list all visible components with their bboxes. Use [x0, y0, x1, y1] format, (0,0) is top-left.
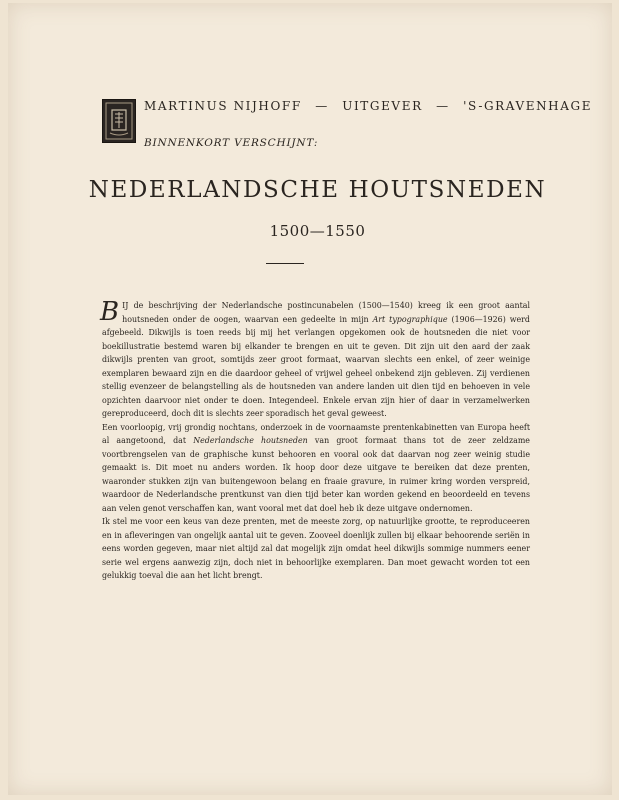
paragraph-2-text-end: van groot formaat thans tot de zeer zeldzame voortbrengselen van de graphische kunst behooren en vooral ook dat daarvan nog zeer weinig studie gemaakt is. Dit moet nu anders worden. Ik hoop door deze uitgave te bereiken dat deze prenten, waaronder stukken zijn van buitengewoon belang en fraaie gravure, in ruimer kring worden verspreid, waardoor de Nederlandsche prentkunst van dien tijd beter kan worden gekend en beoordeeld en tevens aan velen genot verschaffen kan, want vooral met dat doel heb ik deze uitgave ondernomen. — [102, 436, 530, 513]
publisher-header — [102, 99, 593, 149]
body-text — [102, 299, 530, 583]
paragraph-1-italic: Art typographique — [372, 314, 448, 324]
publisher-city: 'S-GRAVENHAGE — [463, 99, 593, 113]
paragraph-2-italic: Nederlandsche houtsneden — [193, 436, 308, 445]
paragraph-3: Ik stel me voor een keus van deze prenten, met de meeste zorg, op natuurlijke grootte, te reproduceeren en in afleveringen van ongelijk aantal uit te geven. Zooveel doenlijk zullen bij elkaar behoorende seriën in eens worden gegeven, maar niet altijd zal dat mogelijk zijn omdat heel dikwijls sommige nummers eener serie wel ergens aanwezig zijn, doch niet in behoorlijke exemplaren. Dan moet gewacht worden tot een gelukkig toeval die aan het licht brengt. — [102, 517, 530, 580]
title-divider — [266, 263, 304, 264]
publisher-name: MARTINUS NIJHOFF — [144, 99, 302, 113]
publisher-line — [144, 99, 593, 113]
publisher-role: UITGEVER — [342, 99, 423, 113]
document-title: NEDERLANDSCHE HOUTSNEDEN — [88, 177, 547, 203]
separator: — — [436, 99, 450, 113]
paragraph-1-text-end: (1906—1926) werd afgebeeld. Dikwijls is toen reeds bij mij het verlangen opgekomen ook de houtsneden die niet voor boekillustratie bestemd waren bij elkander te brengen en uit te geven. Dit zijn uit den aard der zaak dikwijls prenten van groot, somtijds zeer groot formaat, waarvan slechts een enkel, of zeer weinige exemplaren bewaard zijn en die daardoor geheel of vrijwel geheel onbekend zijn gebleven. Zij verdienen stellig evenzeer de belangstelling als de houtsneden van andere landen uit dien tijd en behoeven in vele opzichten daarvoor niet onder te doen. Integendeel. Enkele ervan zijn hier of daar in verzamelwerken gereproduceerd, doch dit is slechts zeer sporadisch het geval geweest. — [102, 314, 530, 418]
publisher-logo-icon — [102, 99, 136, 143]
paragraph-1-text: IJ de beschrijving der Nederlandsche postincunabelen (1500—1540) kreeg ik een groot aantal houtsneden onder de oogen, waarvan een gedeelte in mijn — [122, 301, 530, 324]
page-sheet — [8, 3, 612, 795]
paragraph-1 — [102, 299, 530, 421]
paragraph-2 — [102, 421, 530, 516]
dropcap: B — [100, 297, 120, 327]
separator: — — [315, 99, 329, 113]
document-years: 1500—1550 — [269, 222, 366, 240]
announcement: BINNENKORT VERSCHIJNT: — [144, 137, 319, 149]
paragraph-2-text: Een voorloopig, vrij grondig nochtans, onderzoek in de voornaamste prentenkabinetten van Europa heeft al aangetoond, dat — [102, 422, 530, 445]
